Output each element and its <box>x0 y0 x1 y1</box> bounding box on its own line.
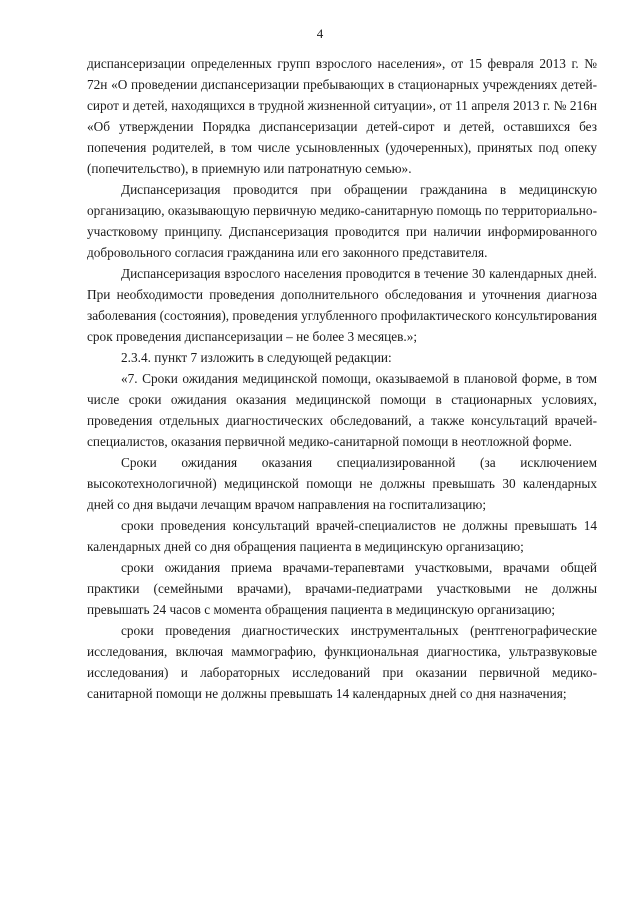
paragraph: сроки ожидания приема врачами-терапевтами участковыми, врачами общей практики (семейными врачами), врачами-педиатрами участковыми не должны превышать 24 часов с момента обращения пациента в медицинскую организацию; <box>87 560 597 617</box>
paragraph: Диспансеризация взрослого населения проводится в течение 30 календарных дней. При необходимости проведения дополнительного обследования и уточнения диагноза заболевания (состояния), проведения углубленного профилактического консультирования срок проведения диспансеризации – не более 3 месяцев.»; <box>87 266 597 344</box>
paragraph: сроки проведения диагностических инструментальных (рентгенографические исследования, включая маммографию, функциональная диагностика, ультразвуковые исследования) и лабораторных исследований при оказании первичной медико-санитарной помощи не должны превышать 14 календарных дней со дня назначения; <box>87 623 597 701</box>
paragraph: сроки проведения консультаций врачей-специалистов не должны превышать 14 календарных дней со дня обращения пациента в медицинскую организацию; <box>87 518 597 554</box>
paragraph: «7. Сроки ожидания медицинской помощи, оказываемой в плановой форме, в том числе сроки ожидания оказания медицинской помощи в стационарных условиях, проведения отдельных диагностических обследований, а также консультаций врачей-специалистов, оказания первичной медико-санитарной помощи в неотложной форме. <box>87 371 597 449</box>
document-body <box>87 53 597 704</box>
paragraph: Диспансеризация проводится при обращении гражданина в медицинскую организацию, оказывающую первичную медико-санитарную помощь по территориально-участковому принципу. Диспансеризация проводится при наличии информированного добровольного согласия гражданина или его законного представителя. <box>87 182 597 260</box>
paragraph: 2.3.4. пункт 7 изложить в следующей редакции: <box>121 350 392 365</box>
page-number: 4 <box>316 26 324 41</box>
paragraph: диспансеризации определенных групп взрослого населения», от 15 февраля 2013 г. № 72н «О проведении диспансеризации пребывающих в стационарных учреждениях детей-сирот и детей, находящихся в трудной жизненной ситуации», от 11 апреля 2013 г. № 216н «Об утверждении Порядка диспансеризации детей-сирот и детей, оставшихся без попечения родителей, в том числе усыновленных (удочеренных), принятых под опеку (попечительство), в приемную или патронатную семью». <box>87 56 597 176</box>
paragraph: Сроки ожидания оказания специализированной (за исключением высокотехнологичной) медицинской помощи не должны превышать 30 календарных дней со дня выдачи лечащим врачом направления на госпитализацию; <box>87 455 597 512</box>
